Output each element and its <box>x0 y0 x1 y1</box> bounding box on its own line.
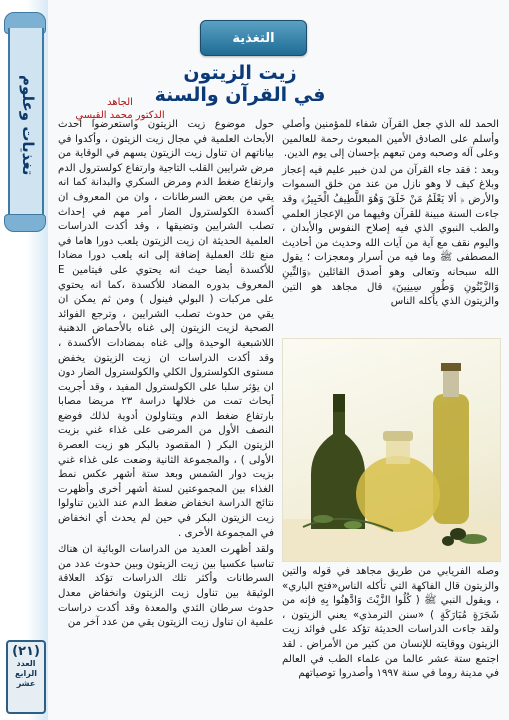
author-title: الجاهد <box>107 97 133 108</box>
olive-oil-bottles-photo <box>282 338 501 562</box>
issue-label: العدد الرابع عشر <box>15 659 37 688</box>
paragraph: وبعد : فقد جاء القرآن من لدن خبير عليم فيه إعجاز وبلاغ كيف لا وهو نازل من عند من خلق السموات والأرض ﴿ ألا يَعْلَمُ مَنْ خَلَقَ وَهُوَ اللَّطِيفُ الْخَبِيرُ﴾ وقد جاءت السنة مبينة للقرآن وفيهما من الإعجاز العلمي والطب النبوي الذي فيه إصلاح النفوس والأبدان ، واليوم نقف مع آية من آيات الله وحديث من أحاديث المصطفى ﷺ وما فيه من أسرار ومعجزات ؛ يقول الله سبحانه وتعالى وهو أصدق القائلين ﴿وَالتِّينِ وَالزَّيْتُونِ وَطُورِ سِينِينَ﴾ قال مجاهد هو التين والزيتون الذي يأكله الناس <box>282 164 499 308</box>
paragraph: ولقد أظهرت العديد من الدراسات الوبائية ان هناك تناسبا عكسيا بين زيت الزيتون وبين حدوث عدد من السرطانات وأكثر تلك الدراسات تؤكد العلاقة الوثيقة بين تناول زيت الزيتون وانخفاض معدل حدوث سرطان الثدي والمعدة وقد أكدت دراسات علمية ان تناول زيت الزيتون يقي من عدد آخر من <box>58 544 274 629</box>
article-title-line1: زيت الزيتون <box>183 62 297 84</box>
paragraph: الحمد لله الذي جعل القرآن شفاء للمؤمنين وأصلي وأسلم على الصادق الأمين المبعوث رحمة للعالمين وعلى آله وصحبه ومن تبعهم بإحسان إلى يوم الدين. <box>282 119 499 160</box>
right-column-bottom <box>282 565 499 684</box>
section-logo: التغذية <box>200 20 307 56</box>
author-name: الدكتور محمد القيسي <box>75 110 165 121</box>
issue-badge <box>6 640 46 714</box>
scroll-bottom-icon <box>4 214 46 232</box>
article-title-line2: في القرآن والسنة <box>154 84 326 106</box>
issue-number: (٢١) <box>12 644 40 659</box>
sidebar-banner <box>0 0 48 720</box>
olive-oil-illustration <box>283 339 500 561</box>
section-title: تغذيات وعلوم <box>19 74 37 176</box>
paragraph: حول موضوع زيت الزيتون واستعرضوا احدث الأبحاث العلمية في مجال زيت الزيتون ، وأكدوا في بياناتهم ان تناول زيت الزيتون يسهم في الوقاية من مرض شرايين القلب التاجية وارتفاع كولسترول الدم وارتفاع ضغط الدم ومرض السكري والبدانة كما انه يقي من بعض السرطانات ، وان من المعروف ان أكسدة الكولسترول الضار أمر مهم في إحداث تصلب الشرايين وتضيقها ، وقد أكدت الدراسات العلمية الحديثة ان زيت الزيتون يلعب دورا هاما في منع تلك العملية إضافة إلى انه يلعب دورا مضادا للأكسدة أيضا حيث انه يحتوي على فيتامين E المعروف بدوره المضاد للأكسدة ،كما انه يحتوي على مركبات ( البولي فينول ) ومن ثم يمكن ان يقي من حدوث تصلب الشرايين ، وترجع الفوائد الصحية لزيت الزيتون إلى غناه بالأحماض الدهنية اللاشبعية الوحيدة وإلى غناه بمضادات الأكسدة ، وقد أكدت الدراسات ان زيت الزيتون يخفض مستوى الكولسترول الكلي والكولسترول الضار دون ان يؤثر سلبا على الكولسترول المفيد ، وقد أجريت أبحاث تمت من خلالها دراسة ٢٣ مريضا مصابا بارتفاع ضغط الدم ويتناولون أدوية لذلك فوضع النصف الأول من المرضى على غذاء غني بزيت الزيتون البكر ( المقصود بالبكر هو زيت العصرة الأولى ) ، والمجموعة الثانية وضعت على غذاء غني بزيت دوار الشمس وبعد ستة أشهر عكس نمط الغذاء بين المجموعتين لستة أشهر أخرى وأظهرت نتائج الدراسة انخفاض ضغط الدم عند الذين تناولوا زيت الزيتون البكر في حين لم يحدث أي انخفاض في المجموعة الأخرى . <box>58 119 274 539</box>
right-column <box>282 118 499 312</box>
paragraph: وصله الفريابي من طريق مجاهد في قوله والتين والزيتون قال الفاكهة التي تأكله الناس«فتح الباري» ، ويقول النبي ﷺ ( كُلُوا الزَّيْتَ وَادَّهِنُوا بِهِ فإنه من شَجَرَةٍ مُبَارَكَةٍ ) «سنن الترمذي» يعني الزيتون ، ولقد جاءت الدراسات الحديثة تؤكد على فوائد زيت الزيتون ووقايته للإنسان من كثير من الأمراض . لقد اجتمع ستة عشر عالما من علماء الطب في العالم في مدينة روما في سنة ١٩٩٧ وأصدروا توصياتهم <box>282 566 499 680</box>
left-column <box>58 118 274 633</box>
